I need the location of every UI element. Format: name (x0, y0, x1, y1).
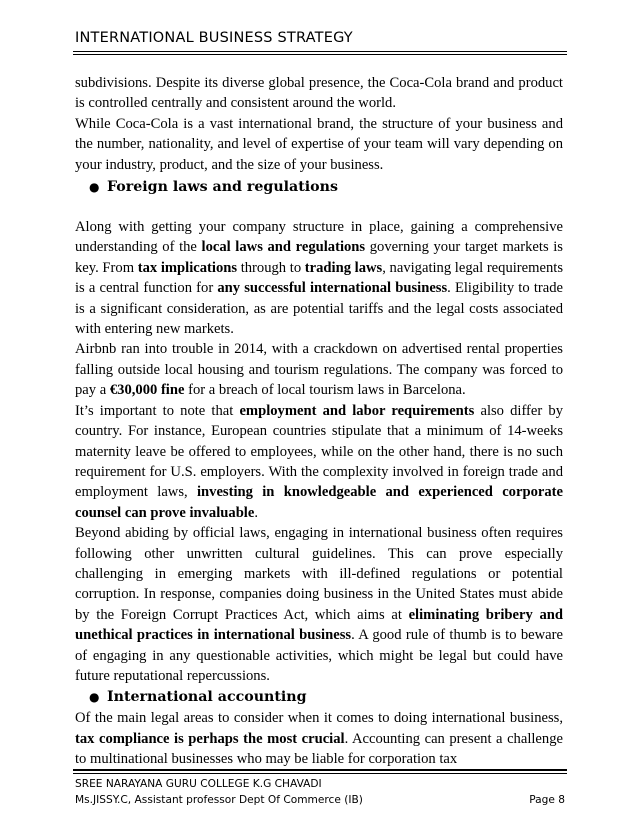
text-run: governing your target markets is key. From (75, 239, 563, 276)
header-rule-thin (73, 54, 567, 55)
bold-run: investing in knowledgeable and experienced corporate counsel can prove invaluable (75, 484, 563, 521)
page-footer (75, 776, 565, 808)
text-run: , navigating legal requirements is a central function for (75, 259, 563, 297)
paragraph (75, 523, 563, 686)
bold-run: eliminating bribery and unethical practices in international business (75, 606, 563, 644)
bold-run: trading laws (304, 259, 383, 276)
bold-run: €30,000 fine (109, 382, 185, 399)
text-run: . A good rule of thumb is to beware of engaging in any questionable activities, which might be legal but could have future reputational repercussions. (75, 627, 563, 684)
text-run: Airbnb ran into trouble in 2014, with a crackdown on advertised rental properties falling outside local housing and tourism regulations. The company was forced to pay a (75, 341, 563, 399)
section-heading (89, 176, 563, 198)
footer-rule-thin (73, 773, 567, 774)
heading-text: International accounting (107, 689, 307, 706)
text-run: through to (237, 259, 305, 276)
paragraph (75, 339, 563, 400)
text-run: . Accounting can present a challenge to multinational businesses who may be liable for corporation tax (75, 730, 563, 768)
header-title: INTERNATIONAL BUSINESS STRATEGY (75, 30, 353, 46)
page-number: Page 8 (529, 794, 565, 806)
bold-run: tax compliance is perhaps the most crucial (75, 730, 345, 747)
paragraph (75, 708, 563, 769)
bullet-icon: ● (89, 690, 100, 705)
document-body (75, 73, 563, 770)
paragraph: subdivisions. Despite its diverse global presence, the Coca-Cola brand and product is controlled centrally and consistent around the world. (75, 75, 563, 112)
text-run: Along with getting your company structure in place, gaining a comprehensive understanding of the (75, 219, 563, 256)
footer-rule (73, 769, 567, 771)
bullet-icon: ● (89, 180, 100, 195)
text-run: also differ by country. For instance, European countries stipulate that a minimum of 14-weeks maternity leave be offered to employees, while on the other hand, there is no such requirement for U.S. employers. With the complexity involved in foreign trade and employment laws, (75, 402, 563, 501)
footer-author: Ms.JISSY.C, Assistant professor Dept Of Commerce (IB) (75, 794, 363, 806)
bold-run: local laws and regulations (201, 239, 366, 256)
paragraph: While Coca-Cola is a vast international brand, the structure of your business and the number, nationality, and level of expertise of your team will vary depending on your industry, product, and the size of your business. (75, 115, 563, 173)
heading-text: Foreign laws and regulations (107, 179, 338, 196)
page-header (75, 30, 565, 46)
bold-run: any successful international business (217, 280, 448, 297)
bold-run: employment and labor requirements (239, 402, 475, 419)
text-run: for a breach of local tourism laws in Barcelona. (184, 382, 466, 399)
paragraph (75, 217, 563, 339)
footer-college: SREE NARAYANA GURU COLLEGE K.G CHAVADI (75, 778, 322, 790)
paragraph (75, 401, 563, 523)
text-run: Beyond abiding by official laws, engaging in international business often requires following other unwritten cultural guidelines. This can prove especially challenging in emerging markets with ill-defined regulations or potential corruption. In response, companies doing business in the United States must abide by the Foreign Corrupt Practices Act, which aims at (75, 525, 563, 623)
text-run: . Eligibility to trade is a significant consideration, as are potential tariffs and the legal costs associated with entering new markets. (75, 280, 563, 338)
text-run: Of the main legal areas to consider when it comes to doing international business, (75, 710, 563, 727)
bold-run: tax implications (137, 259, 238, 276)
header-rule (73, 51, 567, 52)
text-run: . (254, 504, 258, 521)
text-run: It’s important to note that (75, 402, 240, 419)
section-heading (89, 686, 563, 708)
